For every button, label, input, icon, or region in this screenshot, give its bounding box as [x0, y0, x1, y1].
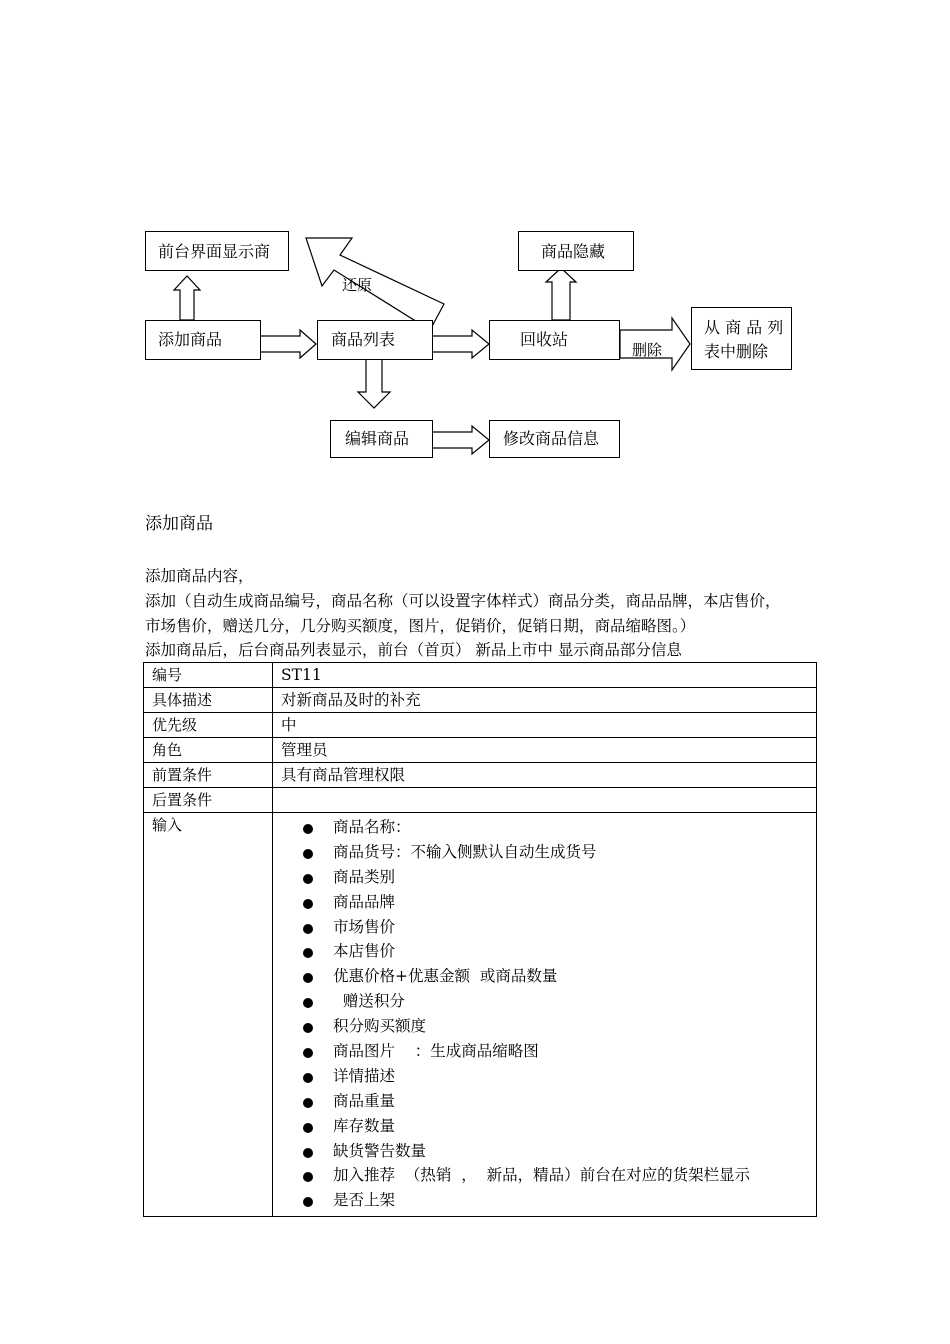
- bullet-icon: [303, 1073, 313, 1083]
- list-item: [281, 815, 808, 840]
- input-item-text: 积分购买额度: [333, 1017, 427, 1036]
- label-restore: 还原: [342, 276, 373, 294]
- input-item-text: 商品品牌: [333, 892, 396, 911]
- list-item: [281, 964, 808, 989]
- input-item-text: 加入推荐 （热销 ， 新品，精品）前台在对应的货架栏显示: [333, 1166, 751, 1185]
- row-value: 具有商品管理权限: [273, 763, 817, 788]
- row-key: 输入: [144, 813, 273, 1217]
- input-item-text: 是否上架: [333, 1191, 396, 1210]
- arrow-restore: [306, 238, 444, 330]
- input-item-text: 优惠价格+优惠金额 或商品数量: [333, 967, 558, 986]
- node-edit: [330, 420, 433, 458]
- bullet-icon: [303, 874, 313, 884]
- bullet-icon: [303, 1098, 313, 1108]
- list-item: [281, 915, 808, 940]
- input-item-text: 库存数量: [333, 1116, 396, 1135]
- bullet-icon: [303, 924, 313, 934]
- table-row: [144, 688, 817, 713]
- row-value: 管理员: [273, 738, 817, 763]
- list-item: [281, 1139, 808, 1164]
- list-item: [281, 865, 808, 890]
- arrow-recycle-to-hide: [546, 268, 576, 320]
- list-item: [281, 840, 808, 865]
- input-item-text: 商品重量: [333, 1091, 396, 1110]
- paragraph-2: 添加（自动生成商品编号，商品名称（可以设置字体样式）商品分类，商品品牌，本店售价，: [145, 592, 781, 610]
- list-item: [281, 890, 808, 915]
- node-add: [145, 320, 261, 360]
- node-remove-line1: 从 商 品 列: [704, 318, 784, 337]
- bullet-icon: [303, 998, 313, 1008]
- bullet-icon: [303, 899, 313, 909]
- list-item: [281, 1039, 808, 1064]
- bullet-icon: [303, 1023, 313, 1033]
- table-row: [144, 763, 817, 788]
- table-row: [144, 663, 817, 688]
- list-item: [281, 1163, 808, 1188]
- label-delete: 删除: [632, 341, 663, 359]
- arrow-add-to-list: [260, 330, 316, 358]
- arrow-edit-to-modify: [432, 426, 489, 454]
- arrow-list-to-edit: [358, 358, 390, 408]
- list-item: [281, 1114, 808, 1139]
- input-item-text: 商品类别: [333, 867, 396, 886]
- paragraph-1: 添加商品内容，: [145, 567, 254, 585]
- table-row: [144, 788, 817, 813]
- paragraph-3: 市场售价，赠送几分，几分购买额度，图片，促销价，促销日期，商品缩略图。）: [145, 617, 696, 635]
- node-hide-label: 商品隐藏: [541, 242, 606, 261]
- list-item: [281, 939, 808, 964]
- row-key: 前置条件: [144, 763, 273, 788]
- section-title: 添加商品: [145, 514, 213, 534]
- node-list-label: 商品列表: [331, 330, 396, 349]
- input-item-text: 商品名称：: [333, 818, 411, 836]
- list-item: [281, 1064, 808, 1089]
- row-key: 后置条件: [144, 788, 273, 813]
- input-item-text: 商品图片 ：生成商品缩略图: [333, 1042, 539, 1061]
- node-add-label: 添加商品: [158, 330, 223, 349]
- bullet-icon: [303, 1197, 313, 1207]
- inputs-list: [281, 815, 808, 1213]
- node-modify: [489, 420, 620, 458]
- row-value: ST11: [273, 663, 817, 688]
- node-remove: [691, 307, 792, 370]
- node-recycle-label: 回收站: [520, 330, 569, 349]
- input-item-text: 详情描述: [333, 1066, 396, 1085]
- input-item-text: 本店售价: [333, 942, 396, 961]
- row-key: 编号: [144, 663, 273, 688]
- table-row: [144, 738, 817, 763]
- row-value: 中: [273, 713, 817, 738]
- bullet-icon: [303, 1148, 313, 1158]
- input-item-text: 市场售价: [333, 917, 396, 936]
- row-value: 对新商品及时的补充: [273, 688, 817, 713]
- table-row-inputs: [144, 813, 817, 1217]
- node-list: [317, 320, 433, 360]
- node-recycle: [489, 320, 620, 360]
- row-key: 具体描述: [144, 688, 273, 713]
- node-hide: [518, 231, 634, 271]
- flow-diagram: [0, 0, 950, 480]
- bullet-icon: [303, 849, 313, 859]
- use-case-table: [143, 662, 817, 1217]
- row-value: [273, 788, 817, 813]
- bullet-icon: [303, 1048, 313, 1058]
- bullet-icon: [303, 1172, 313, 1182]
- list-item: [281, 1089, 808, 1114]
- node-remove-line2: 表中删除: [704, 342, 769, 361]
- list-item: [281, 1014, 808, 1039]
- node-modify-label: 修改商品信息: [503, 429, 600, 448]
- input-item-text: 商品货号：不输入侧默认自动生成货号: [333, 842, 597, 861]
- row-key: 角色: [144, 738, 273, 763]
- arrow-list-to-recycle: [432, 330, 489, 358]
- node-frontend-label: 前台界面显示商: [158, 242, 271, 261]
- bullet-icon: [303, 948, 313, 958]
- arrow-add-to-frontend: [174, 276, 200, 320]
- row-key: 优先级: [144, 713, 273, 738]
- input-item-text: 赠送积分: [333, 992, 405, 1011]
- list-item: [281, 1188, 808, 1213]
- list-item: [281, 989, 808, 1014]
- bullet-icon: [303, 824, 313, 834]
- flow-arrows: [0, 0, 950, 480]
- paragraph-4: 添加商品后，后台商品列表显示，前台（首页） 新品上市中 显示商品部分信息: [145, 641, 682, 659]
- node-edit-label: 编辑商品: [345, 429, 410, 448]
- bullet-icon: [303, 1123, 313, 1133]
- node-frontend: [145, 231, 289, 271]
- bullet-icon: [303, 973, 313, 983]
- input-item-text: 缺货警告数量: [333, 1141, 427, 1160]
- inputs-cell: [273, 813, 817, 1217]
- table-row: [144, 713, 817, 738]
